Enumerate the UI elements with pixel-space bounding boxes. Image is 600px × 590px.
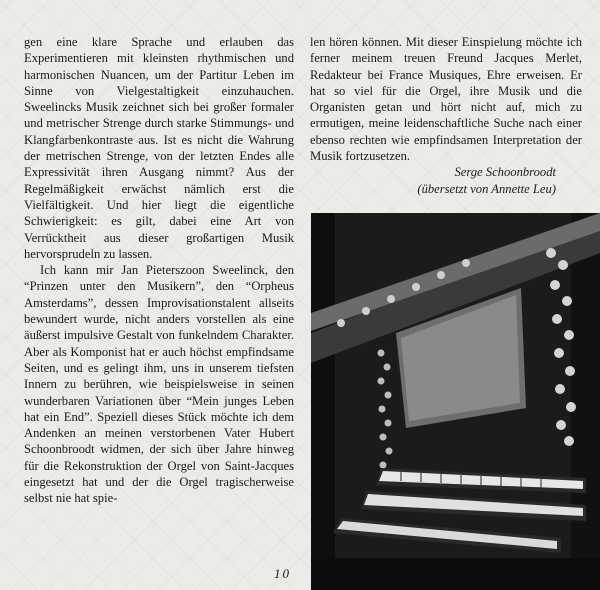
signature-name: Serge Schoonbroodt: [454, 165, 556, 180]
organ-photo: [311, 213, 600, 590]
organ-illustration: [311, 213, 600, 590]
left-text-column: [24, 34, 294, 507]
translator-credit: (übersetzt von Annette Leu): [417, 181, 556, 196]
right-text-column: [310, 34, 582, 197]
body-paragraph: len hören können. Mit dieser Einspielung möchte ich ferner meinem treuen Freund Jacques Merlet, Redakteur bei France Musiques, Ehre erweisen. Er hat so viel für die Orgel, ihre Musik und die Organisten getan und hört nicht auf, mich zu ermutigen, meine leidenschaftliche Suche nach einer ebenso rechten wie empfindsamen Interpretation der Musik fortzusetzen.: [310, 35, 582, 164]
page-number: 10: [274, 566, 291, 581]
body-paragraph: Ich kann mir Jan Pieterszoon Sweelinck, den “Prinzen unter den Musikern”, den “Orpheus Amsterdams”, dessen Improvisationstalent allseits bewundert wurde, nicht anders vorstellen als eine äußerst impulsive Gestalt von funkelndem Charakter. Aber als Komponist hat er auch höchst empfindsame Seiten, und es gelingt ihm, uns in unserem tiefsten Innern zu berühren, wie beispielsweise in seinen wunderbaren Variationen über “Mein junges Leben hat ein End”. Speziell dieses Stück möchte ich dem Andenken an meinen verstorbenen Vater Hubert Schoonbroodt widmen, der sich über Jahre hinweg für die Rekonstruktion der Orgel von Saint-Jacques eingesetzt hat und der die Orgel tragischerweise selbst nie hat spie-: [24, 263, 294, 506]
body-paragraph: gen eine klare Sprache und erlauben das Experimentieren mit kleinsten rhythmischen und harmonischen Nuancen, um der Partitur Leben im Sinne von Vielgestaltigkeit einzuhauchen. Sweelincks Musik zeichnet sich bei großer formaler und metrischer Strenge durch starke Stimmungs- und Klangfarbenkontraste aus. Ist es nicht die Wahrung der metrischen Strenge, von der letzten Endes alle Expressivität ihren Ausgang nimmt? Aus der Regelmäßigkeit erwächst nämlich erst die Vielfältigkeit. Und hier liegt die eigentliche Schwierigkeit: es gilt, dabei eine Art von Verrücktheit aus dieser großartigen Musik hervorsprudeln zu lassen.: [24, 35, 294, 261]
